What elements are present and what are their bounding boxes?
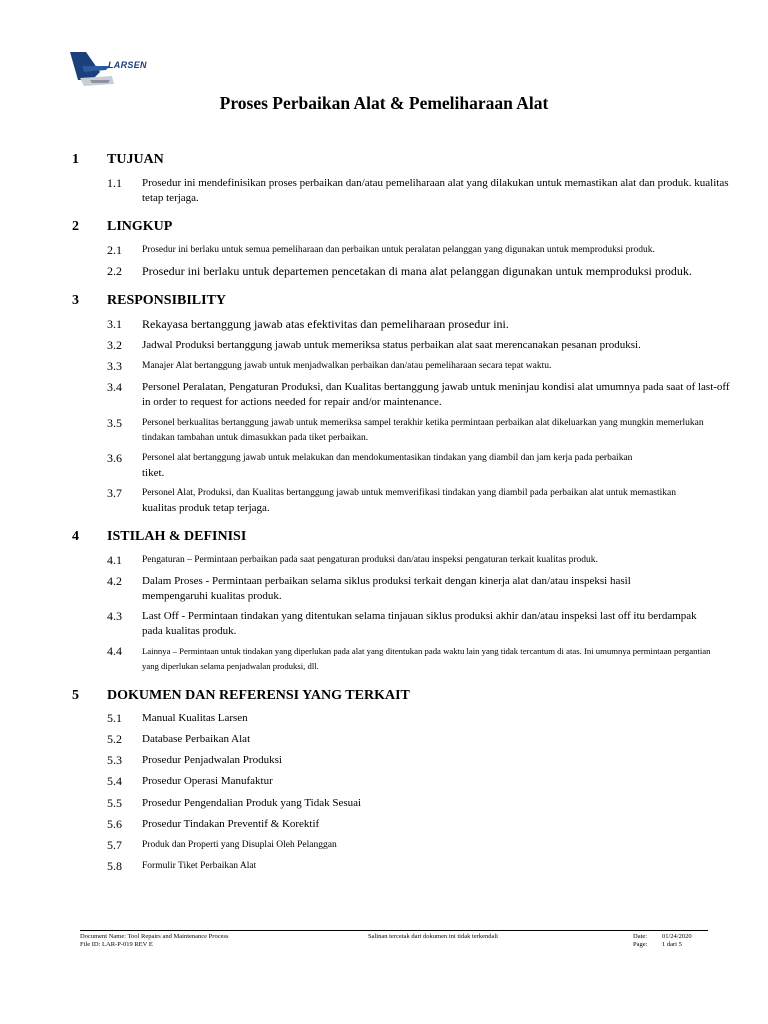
section-title: LINGKUP	[107, 219, 173, 234]
item-text: Prosedur Tindakan Preventif & Korektif	[142, 818, 320, 830]
item-number: 5.3	[107, 753, 122, 767]
item-text: Personel alat bertanggung jawab untuk melakukan dan mendokumentasikan tindakan yang diambil dan jam kerja pada perbaikan	[142, 453, 633, 463]
item-text: Prosedur ini berlaku untuk departemen pencetakan di mana alat pelanggan digunakan untuk memproduksi produk.	[142, 264, 692, 278]
footer-date-label: Date:	[633, 933, 648, 940]
item-text-continued: tiket.	[142, 467, 165, 479]
item-text: Dalam Proses - Permintaan perbaikan selama siklus produksi terkait dengan kinerja alat dan/atau inspeksi hasil mempengaruhi kualitas produk.	[142, 575, 631, 602]
section-title: ISTILAH & DEFINISI	[107, 529, 247, 544]
section-number: 4	[72, 529, 79, 544]
item-number: 4.3	[107, 609, 122, 623]
item-text: Pengaturan – Permintaan perbaikan pada saat pengaturan produksi dan/atau inspeksi pengaturan terkait kualitas produk.	[142, 555, 598, 565]
section-title: TUJUAN	[107, 152, 164, 167]
item-text: Lainnya – Permintaan untuk tindakan yang diperlukan pada alat yang ditentukan pada waktu lain yang tidak tercantum di atas. Ini umumnya permintaan pergantian yang diperlukan selama penjadwalan produksi, dll.	[142, 646, 711, 671]
item-text: Produk dan Properti yang Disuplai Oleh Pelanggan	[142, 840, 337, 850]
item-text: Personel Peralatan, Pengaturan Produksi, dan Kualitas bertanggung jawab untuk meninjau kondisi alat umumnya pada saat of last-off in order to request for actions needed for repair and/or maintenance.	[142, 381, 730, 408]
footer-page-value: 1 dari 5	[662, 941, 682, 948]
item-number: 2.1	[107, 243, 122, 257]
item-number: 5.7	[107, 838, 122, 852]
item-text: Last Off - Permintaan tindakan yang ditentukan selama tinjauan siklus produksi akhir dan/atau inspeksi last off itu berdampak pada kualitas produk.	[142, 610, 697, 637]
item-text: Prosedur ini berlaku untuk semua pemeliharaan dan perbaikan untuk peralatan pelanggan yang digunakan untuk memproduksi produk.	[142, 245, 655, 255]
section-number: 1	[72, 152, 79, 167]
item-number: 2.2	[107, 264, 122, 278]
section-number: 5	[72, 688, 79, 703]
item-text-continued: kualitas produk tetap terjaga.	[142, 502, 270, 514]
larsen-logo	[70, 50, 160, 90]
section-number: 2	[72, 219, 79, 234]
item-text: Formulir Tiket Perbaikan Alat	[142, 861, 257, 871]
item-text: Prosedur ini mendefinisikan proses perbaikan dan/atau pemeliharaan alat yang dilakukan untuk memastikan alat dan produk. kualitas tetap terjaga.	[142, 177, 729, 204]
item-number: 4.4	[107, 644, 122, 658]
item-number: 3.7	[107, 486, 122, 500]
item-number: 3.4	[107, 380, 122, 394]
item-number: 5.5	[107, 796, 122, 810]
item-text: Jadwal Produksi bertanggung jawab untuk memeriksa status perbaikan alat saat merencanakan pesanan produksi.	[142, 339, 641, 351]
item-number: 5.6	[107, 817, 122, 831]
footer-document-name: Document Name: Tool Repairs and Maintenance Process	[80, 933, 229, 940]
item-number: 5.8	[107, 859, 122, 873]
item-number: 5.1	[107, 711, 122, 725]
item-number: 4.1	[107, 553, 122, 567]
footer-file-id: File ID: LAR-P-019 REV E	[80, 941, 153, 948]
footer-copy-note: Salinan tercetak dari dokumen ini tidak terkendali	[368, 933, 498, 940]
item-text: Prosedur Pengendalian Produk yang Tidak Sesuai	[142, 797, 362, 809]
item-number: 5.2	[107, 732, 122, 746]
item-text: Manajer Alat bertanggung jawab untuk menjadwalkan perbaikan dan/atau pemeliharaan secara tepat waktu.	[142, 361, 552, 371]
section-number: 3	[72, 293, 79, 308]
footer-date-value: 01/24/2020	[662, 933, 692, 940]
section-title: DOKUMEN DAN REFERENSI YANG TERKAIT	[107, 688, 410, 703]
footer-divider	[80, 930, 708, 931]
item-text: Personel berkualitas bertanggung jawab untuk memeriksa sampel terakhir ketika permintaan perbaikan alat dikeluarkan yang mungkin memerlukan tindakan tambahan untuk dimasukkan pada tiket perbaikan.	[142, 418, 704, 443]
item-text: Manual Kualitas Larsen	[142, 712, 248, 724]
item-number: 3.5	[107, 416, 122, 430]
item-number: 3.2	[107, 338, 122, 352]
item-text: Database Perbaikan Alat	[142, 733, 251, 745]
item-number: 5.4	[107, 774, 122, 788]
section-title: RESPONSIBILITY	[107, 293, 227, 308]
item-number: 3.1	[107, 317, 122, 331]
item-text: Personel Alat, Produksi, dan Kualitas bertanggung jawab untuk memverifikasi tindakan yang diambil pada perbaikan alat untuk memastikan	[142, 488, 676, 498]
logo-text: LARSEN	[108, 60, 147, 70]
footer-page-label: Page:	[633, 941, 648, 948]
item-text: Prosedur Penjadwalan Produksi	[142, 754, 282, 766]
document-title: Proses Perbaikan Alat & Pemeliharaan Alat	[219, 93, 549, 113]
item-number: 3.3	[107, 359, 122, 373]
item-number: 4.2	[107, 574, 122, 588]
item-number: 3.6	[107, 451, 122, 465]
item-text: Rekayasa bertanggung jawab atas efektivitas dan pemeliharaan prosedur ini.	[142, 317, 509, 331]
item-text: Prosedur Operasi Manufaktur	[142, 775, 273, 787]
item-number: 1.1	[107, 176, 122, 190]
